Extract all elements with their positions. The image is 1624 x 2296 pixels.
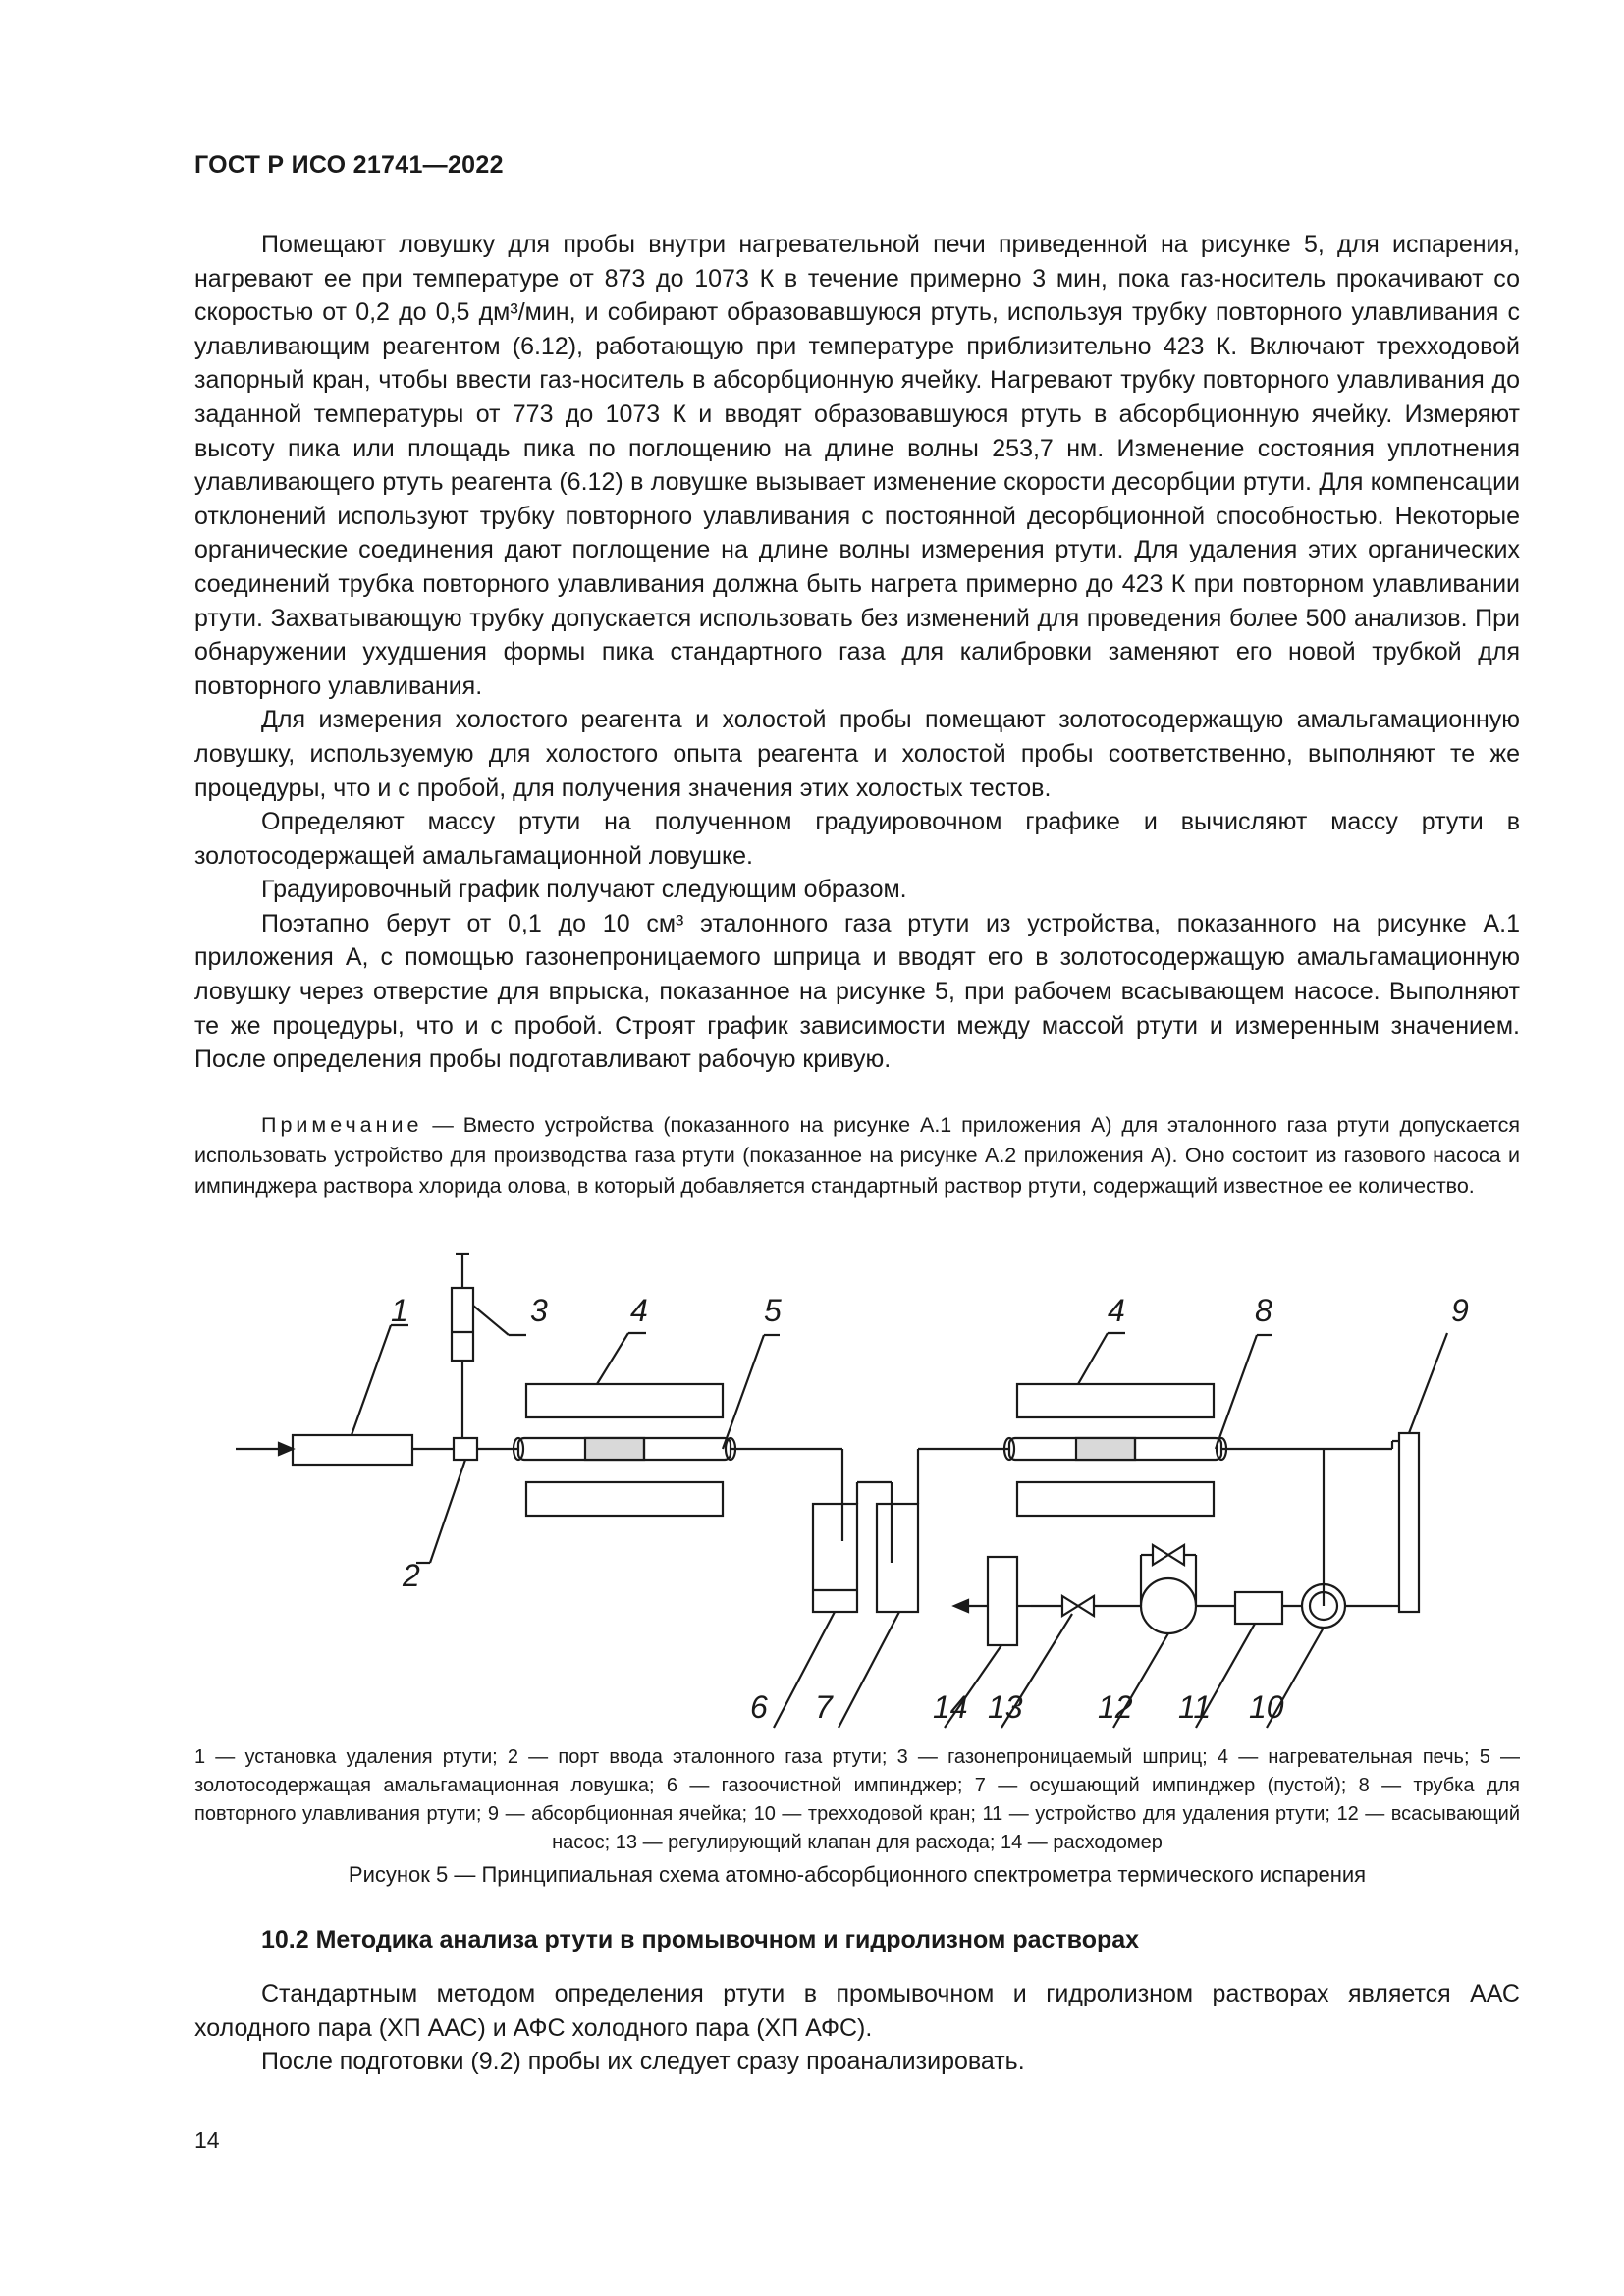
label-4b: 4 <box>1108 1293 1125 1328</box>
section-text <box>194 1977 1520 2079</box>
mercury-removal-device <box>1235 1592 1282 1624</box>
suction-pump <box>1141 1578 1196 1633</box>
paragraph: Градуировочный график получают следующим образом. <box>261 876 907 904</box>
figure-legend: 1 — установка удаления ртути; 2 — порт ввода эталонного газа ртути; 3 — газонепроницаемый шприц; 4 — нагревательная печь; 5 — золотосодержащая амальгамационная ловушка; 6 — газоочистной импинджер; 7 — осушающий импинджер (пустой); 8 — трубка для повторного улавливания ртути; 9 — абсорбционная ячейка; 10 — трехходовой кран; 11 — устройство для удаления ртути; 12 — всасывающий насос; 13 — регулирующий клапан для расхода; 14 — расходомер <box>194 1746 1520 1853</box>
note-text: — Вместо устройства (показанного на рисунке А.1 приложения А) для эталонного газа ртути допускается использовать устройство для производства газа ртути (показанное на рисунке А.2 приложения А). Оно состоит из газового насоса и импинджера раствора хлорида олова, в который добавляется стандартный раствор ртути, содержащий известное ее количество. <box>194 1113 1520 1198</box>
label-11: 11 <box>1178 1689 1212 1725</box>
drying-impinger <box>877 1504 918 1612</box>
document-header: ГОСТ Р ИСО 21741—2022 <box>194 151 504 179</box>
label-7: 7 <box>815 1689 833 1725</box>
label-3: 3 <box>530 1293 548 1328</box>
outlet-arrow-icon <box>954 1600 968 1612</box>
paragraph: Для измерения холостого реагента и холостой пробы помещают золотосодержащую амальгамационную ловушку, используемую для холостого опыта реагента и холостой пробы соответственно, выполняют те же процедуры, что и с пробой, для получения значения этих холостых тестов. <box>194 706 1520 802</box>
flowmeter <box>988 1557 1017 1645</box>
gas-cleaning-impinger <box>813 1504 857 1612</box>
heating-furnace-1-lower <box>526 1482 723 1516</box>
paragraph: Поэтапно берут от 0,1 до 10 см³ эталонного газа ртути из устройства, показанного на рисунке А.1 приложения А, с помощью газонепроницаемого шприца и вводят его в золотосодержащую амальгамационную ловушку через отверстие для впрыска, показанное на рисунке 5, при рабочем всасывающем насосе. Выполняют те же процедуры, что и с пробой. Строят график зависимости между массой ртути и измеренным значением. После определения пробы подготавливают рабочую кривую. <box>194 909 1520 1074</box>
heating-furnace-2-lower <box>1017 1482 1214 1516</box>
label-6: 6 <box>750 1689 768 1725</box>
label-14: 14 <box>933 1689 968 1725</box>
paragraph: Стандартным методом определения ртути в промывочном и гидролизном растворах является ААС холодного пара (ХП ААС) и АФС холодного пара (ХП АФС). <box>194 1980 1520 2042</box>
paragraph: После подготовки (9.2) пробы их следует сразу проанализировать. <box>261 2048 1025 2076</box>
page-number: 14 <box>194 2127 220 2153</box>
note <box>194 1110 1520 1201</box>
standard-gas-port <box>454 1438 477 1460</box>
label-8: 8 <box>1255 1293 1272 1328</box>
note-label: Примечание <box>261 1113 423 1137</box>
heating-furnace-1 <box>526 1384 723 1417</box>
schematic-diagram <box>194 1239 1520 1739</box>
body-text <box>194 228 1520 1077</box>
label-9: 9 <box>1451 1293 1469 1328</box>
label-5: 5 <box>764 1293 782 1328</box>
label-1: 1 <box>391 1293 408 1328</box>
flow-control-valve <box>1062 1596 1078 1616</box>
section-title: 10.2 Методика анализа ртути в промывочном и гидролизном растворах <box>261 1926 1140 1953</box>
mercury-removal-unit <box>293 1435 412 1465</box>
label-12: 12 <box>1098 1689 1133 1725</box>
heating-furnace-2 <box>1017 1384 1214 1417</box>
label-2: 2 <box>403 1558 420 1593</box>
absorption-cell <box>1399 1433 1419 1612</box>
figure-diagram <box>194 1239 1520 1739</box>
label-10: 10 <box>1249 1689 1284 1725</box>
paragraph: Помещают ловушку для пробы внутри нагревательной печи приведенной на рисунке 5, для испарения, нагревают ее при температуре от 873 до 1073 К в течение примерно 3 мин, пока газ-носитель прокачивают со скоростью от 0,2 до 0,5 дм³/мин, и собирают образовавшуюся ртуть, используя трубку повторного улавливания с улавливающим реагентом (6.12), работающую при температуре приблизительно 423 К. Включают трехходовой запорный кран, чтобы ввести газ-носитель в абсорбционную ячейку. Нагревают трубку повторного улавливания до заданной температуры от 773 до 1073 К и вводят образовавшуюся ртуть в абсорбционную ячейку. Измеряют высоту пика или площадь пика по поглощению на длине волны 253,7 нм. Изменение состояния уплотнения улавливающего ртуть реагента (6.12) в ловушке вызывает изменение скорости десорбции ртути. Для компенсации отклонений используют трубку повторного улавливания с постоянной десорбционной способностью. Некоторые органические соединения дают поглощение на длине волны измерения ртути. Для удаления этих органических соединений трубка повторного улавливания должна быть нагрета примерно до 423 К при повторном улавливании ртути. Захватывающую трубку допускается использовать без изменений для проведения более 500 анализов. При обнаружении ухудшения формы пика стандартного газа для калибровки заменяют его новой трубкой для повторного улавливания. <box>194 231 1520 700</box>
label-13: 13 <box>988 1689 1023 1725</box>
paragraph: Определяют массу ртути на полученном градуировочном графике и вычисляют массу ртути в золотосодержащей амальгамационной ловушке. <box>194 808 1520 870</box>
label-4a: 4 <box>630 1293 648 1328</box>
figure-caption: Рисунок 5 — Принципиальная схема атомно-абсорбционного спектрометра термического испарения <box>348 1862 1367 1887</box>
gas-tight-syringe <box>452 1288 473 1361</box>
inlet-arrow-icon <box>279 1443 293 1455</box>
